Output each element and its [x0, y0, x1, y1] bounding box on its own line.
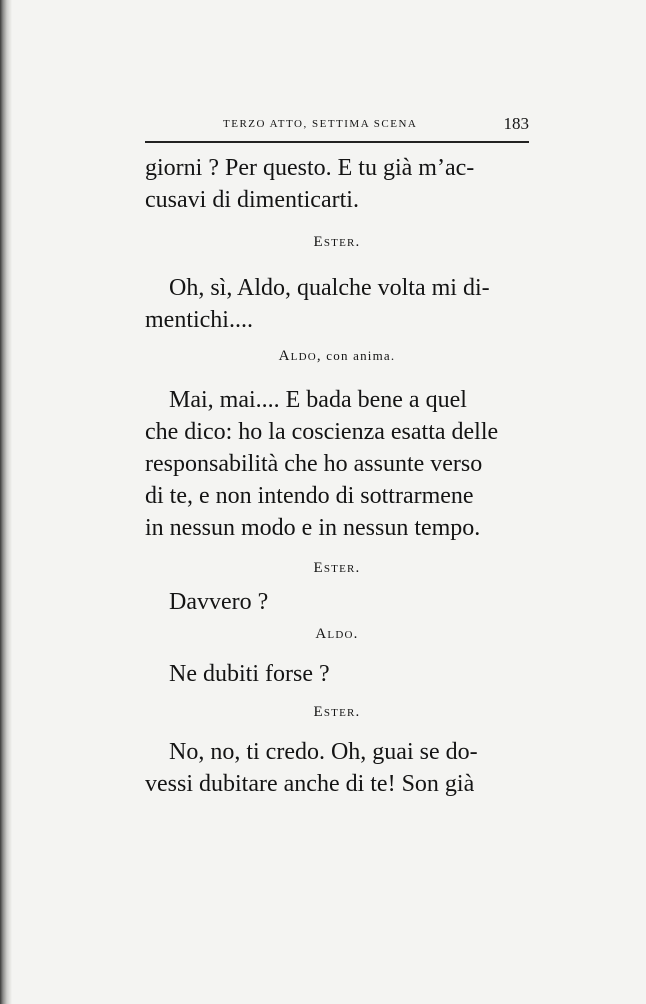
text-line: mentichi.... [145, 307, 253, 333]
text-line: responsabilità che ho assunte verso [145, 451, 483, 477]
text-line: Davvero ? [169, 589, 269, 615]
stage-direction: con anima. [326, 348, 396, 363]
text-line: No, no, ti credo. Oh, guai se do- [169, 739, 478, 765]
header-rule [145, 141, 529, 143]
text-line: che dico: ho la coscienza esatta delle [145, 419, 499, 445]
speaker-name: Ester. [313, 234, 361, 250]
speaker-ester [145, 704, 529, 726]
running-title: TERZO ATTO, SETTIMA SCENA [223, 118, 418, 130]
speaker-aldo [145, 626, 529, 648]
speaker-name: Ester. [313, 704, 361, 720]
page-number: 183 [503, 114, 529, 133]
text-line: giorni ? Per questo. E tu già m’ac- [145, 155, 475, 181]
page-edge [0, 0, 12, 1004]
text-line: Oh, sì, Aldo, qualche volta mi di- [169, 275, 490, 301]
text-line: di te, e non intendo di sottrarmene [145, 483, 474, 509]
speaker-ester [145, 234, 529, 256]
page-header [145, 112, 529, 136]
text-line: cusavi di dimenticarti. [145, 187, 359, 213]
text-line: Ne dubiti forse ? [169, 661, 330, 687]
text-line: Mai, mai.... E bada bene a quel [169, 387, 467, 413]
text-line: vessi dubitare anche di te! Son già [145, 771, 475, 797]
speaker-name: Aldo, [278, 348, 322, 364]
speaker-aldo [145, 348, 529, 370]
speaker-name: Ester. [313, 560, 361, 576]
speaker-ester [145, 560, 529, 582]
page-text [145, 152, 529, 800]
text-line: in nessun modo e in nessun tempo. [145, 515, 481, 541]
speaker-name: Aldo. [315, 626, 359, 642]
